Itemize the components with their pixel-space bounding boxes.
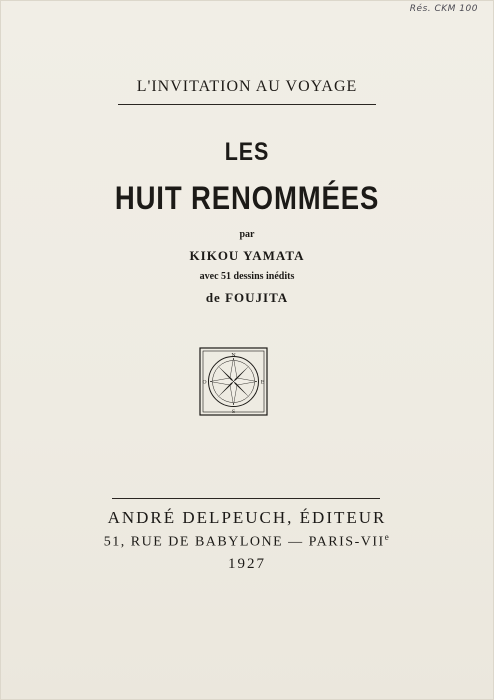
publisher-name: ANDRÉ DELPEUCH, ÉDITEUR [107,508,387,527]
compass-letter-o: O [202,379,207,386]
author-name: KIKOU YAMATA [189,248,305,263]
top-rule [118,104,376,105]
illustrator-name: de FOUJITA [205,290,289,305]
title-line-1: LES [224,138,270,166]
address-main: 51, RUE DE BABYLONE — PARIS-VII [103,534,385,550]
publisher-address [0,532,494,551]
compass-letter-n: N [231,352,236,359]
compass-letter-e: E [260,379,265,386]
compass-letter-s: S [231,409,236,415]
series-title: L'INVITATION AU VOYAGE [136,78,358,95]
drawings-note: avec 51 dessins inédits [199,271,295,282]
compass-rose-icon [199,347,268,416]
bottom-rule [112,498,380,499]
title-line-2: HUIT RENOMMÉES [114,180,380,216]
address-superscript: e [384,532,391,542]
by-label: par [239,229,255,240]
shelfmark-annotation: Rés. CKM 100 [409,4,478,14]
publication-year: 1927 [228,556,266,572]
